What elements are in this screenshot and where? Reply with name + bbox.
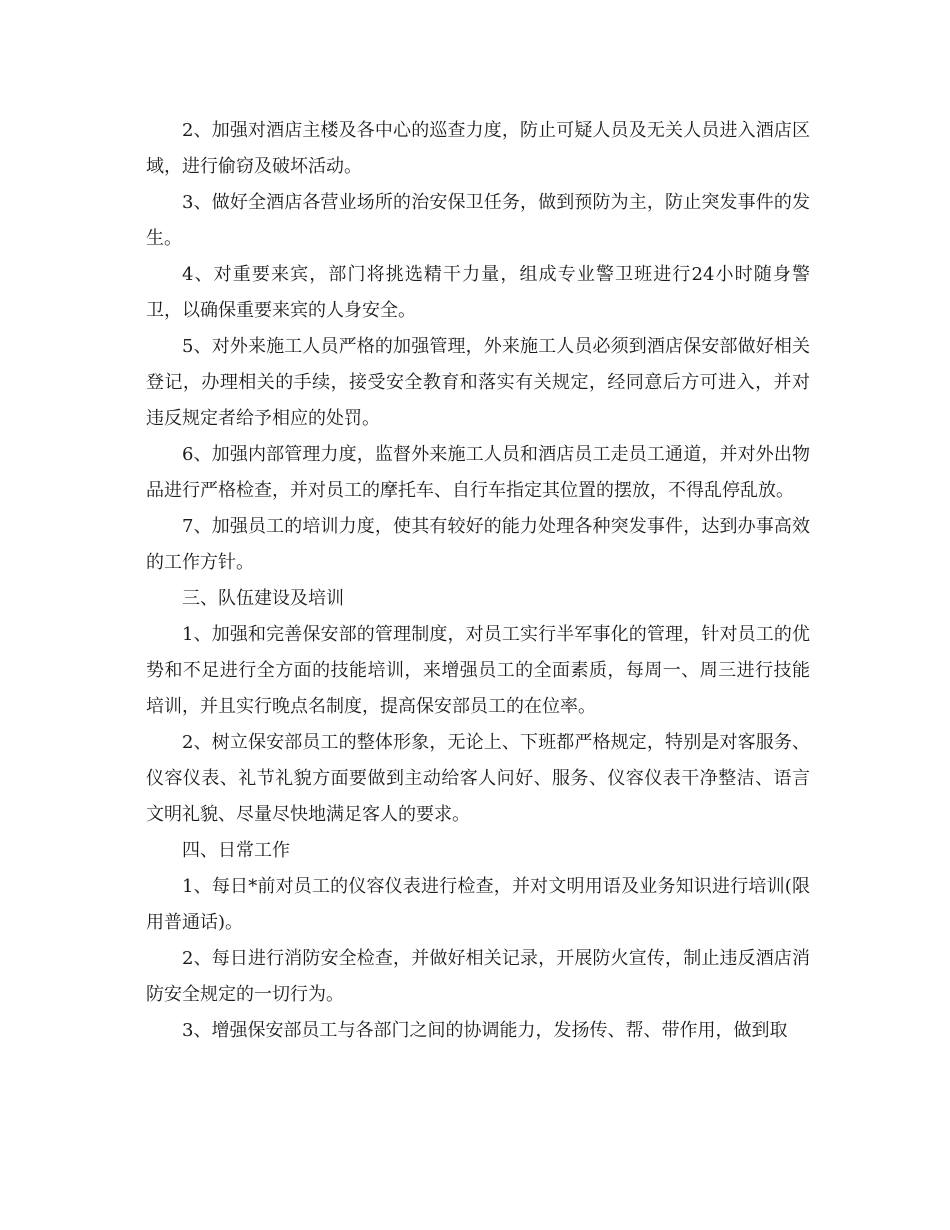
section-heading-daily-work: 四、日常工作 bbox=[182, 840, 290, 861]
section4-paragraph-2: 2、每日进行消防安全检查，并做好相关记录，开展防火宣传，制止违反酒店消防安全规定的一切行为。 bbox=[146, 948, 810, 1005]
paragraph-item-5: 5、对外来施工人员严格的加强管理，外来施工人员必须到酒店保安部做好相关登记，办理相关的手续，接受安全教育和落实有关规定，经同意后方可进入，并对违反规定者给予相应的处罚。 bbox=[146, 336, 810, 429]
paragraph-item-4: 4、对重要来宾，部门将挑选精干力量，组成专业警卫班进行24小时随身警卫，以确保重要来宾的人身安全。 bbox=[146, 264, 810, 321]
paragraph-item-6: 6、加强内部管理力度，监督外来施工人员和酒店员工走员工通道，并对外出物品进行严格检查，并对员工的摩托车、自行车指定其位置的摆放，不得乱停乱放。 bbox=[146, 444, 810, 501]
section3-paragraph-2: 2、树立保安部员工的整体形象，无论上、下班都严格规定，特别是对客服务、仪容仪表、礼节礼貌方面要做到主动给客人问好、服务、仪容仪表干净整洁、语言文明礼貌、尽量尽快地满足客人的要求。 bbox=[146, 732, 810, 825]
paragraph-item-2: 2、加强对酒店主楼及各中心的巡查力度，防止可疑人员及无关人员进入酒店区域，进行偷窃及破坏活动。 bbox=[146, 120, 810, 177]
paragraph-item-7: 7、加强员工的培训力度，使其有较好的能力处理各种突发事件，达到办事高效的工作方针。 bbox=[146, 516, 810, 573]
section4-paragraph-3: 3、增强保安部员工与各部门之间的协调能力，发扬传、帮、带作用，做到取 bbox=[182, 1020, 788, 1041]
section-heading-team-building: 三、队伍建设及培训 bbox=[182, 588, 344, 609]
paragraph-item-3: 3、做好全酒店各营业场所的治安保卫任务，做到预防为主，防止突发事件的发生。 bbox=[146, 192, 810, 249]
section4-paragraph-1: 1、每日*前对员工的仪容仪表进行检查，并对文明用语及业务知识进行培训(限用普通话)。 bbox=[146, 876, 810, 933]
document-page bbox=[146, 113, 810, 1049]
section3-paragraph-1: 1、加强和完善保安部的管理制度，对员工实行半军事化的管理，针对员工的优势和不足进行全方面的技能培训，来增强员工的全面素质，每周一、周三进行技能培训，并且实行晚点名制度，提高保安部员工的在位率。 bbox=[146, 624, 810, 717]
